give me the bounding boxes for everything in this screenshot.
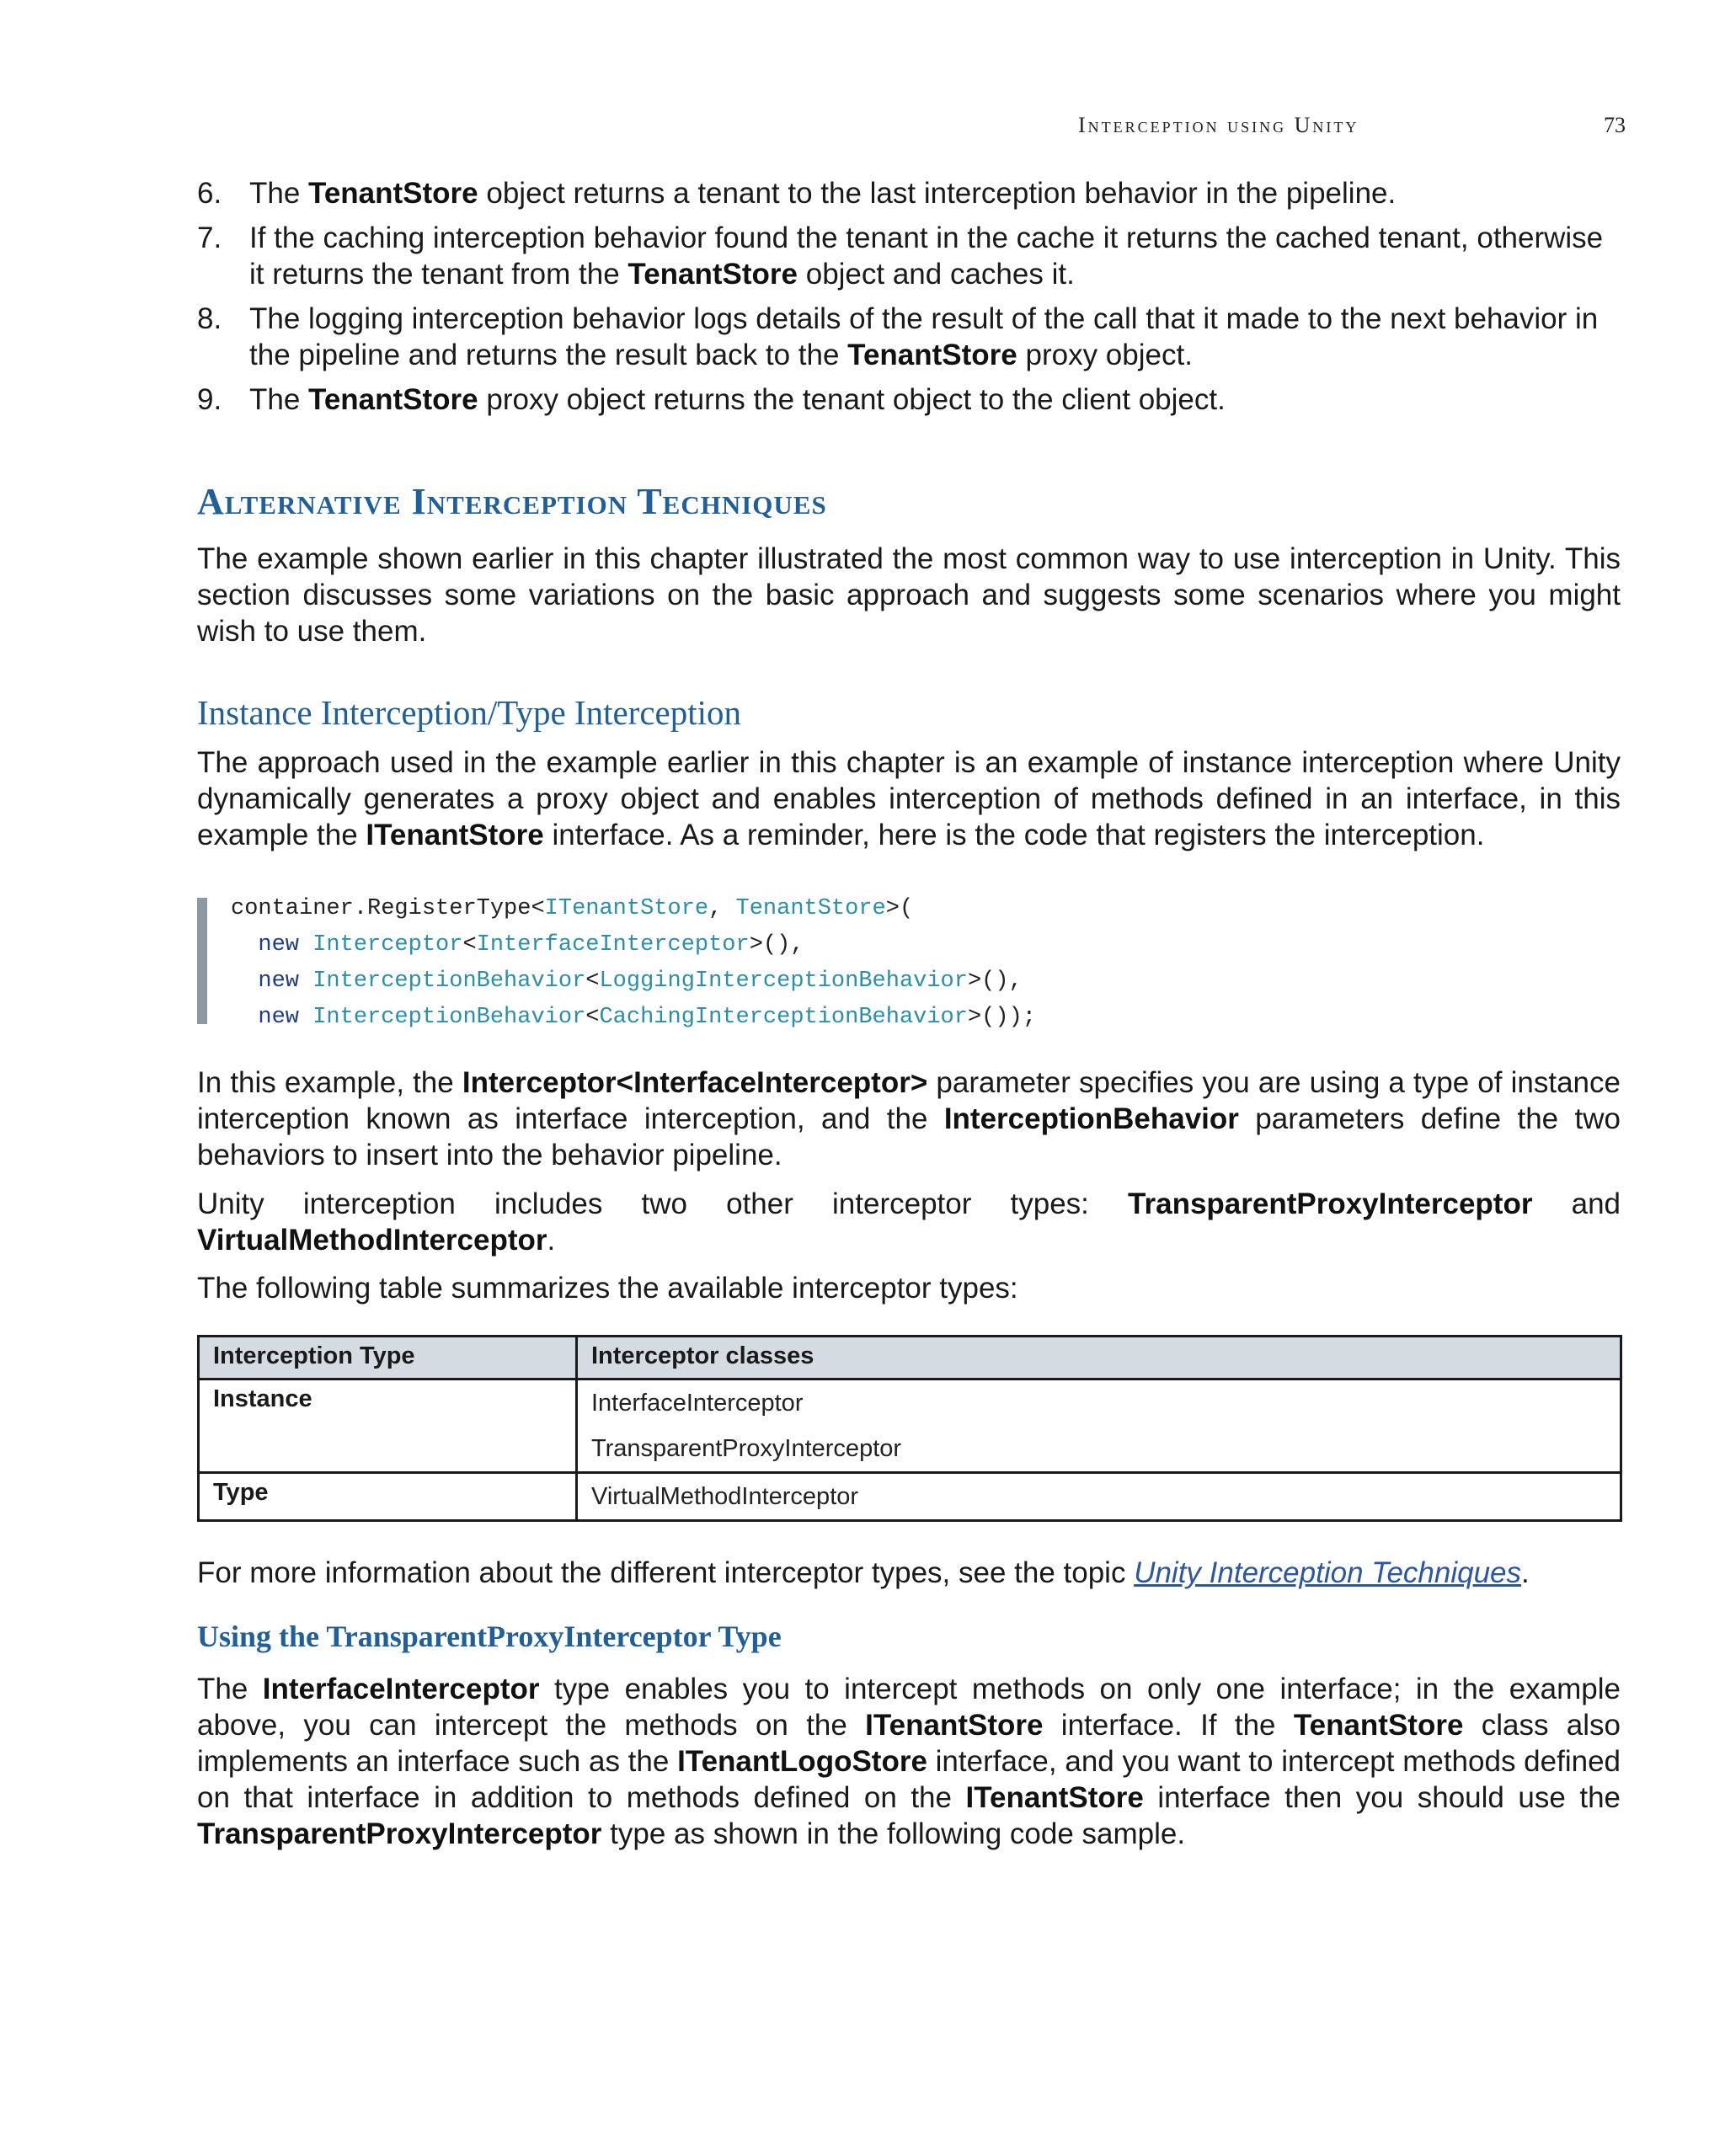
list-text: The TenantStore proxy object returns the tenant object to the client object.	[249, 383, 1226, 416]
interceptor-types-table	[197, 1335, 1622, 1522]
subsection-heading: Instance Interception/Type Interception	[197, 693, 742, 732]
list-item	[197, 301, 1621, 373]
list-number: 8.	[197, 302, 222, 335]
table-cell: Instance	[199, 1380, 577, 1473]
list-number: 7.	[197, 221, 222, 254]
running-header-title: Interception using Unity	[1078, 113, 1359, 137]
table-header: Interception Type	[199, 1337, 577, 1380]
interceptor-parameter-paragraph: In this example, the Interceptor<InterfaceInterceptor> parameter specifies you are using a type of instance interception known as interface interception, and the InterceptionBehavior parameters define the two behaviors to insert into the behavior pipeline.	[197, 1066, 1621, 1171]
running-header	[1078, 113, 1626, 147]
code-listing: container.RegisterType<ITenantStore, TenantStore>( new Interceptor<InterfaceInterceptor>(), new InterceptionBehavior<LoggingInterceptionBehavior>(), new InterceptionBehavior<CachingInterceptionBehavior>());	[231, 896, 1036, 1030]
list-item	[197, 220, 1621, 292]
list-text: The logging interception behavior logs details of the result of the call that it made to the next behavior in the pipeline and returns the result back to the TenantStore proxy object.	[249, 302, 1599, 371]
section-heading: Alternative Interception Techniques	[197, 481, 827, 522]
list-text: The TenantStore object returns a tenant to the last interception behavior in the pipeline.	[249, 177, 1397, 210]
section-intro: The example shown earlier in this chapter illustrated the most common way to use interception in Unity. This section discusses some variations on the basic approach and suggests some scenarios where you might wish to use them.	[197, 542, 1621, 648]
more-info-paragraph: For more information about the different interceptor types, see the topic Unity Interception Techniques.	[197, 1556, 1530, 1589]
instance-interception-paragraph: The approach used in the example earlier in this chapter is an example of instance interception where Unity dynamically generates a proxy object and enables interception of methods defined in an interface, in this example the ITenantStore interface. As a reminder, here is the code that registers the interception.	[197, 746, 1621, 851]
table-cell: InterfaceInterceptor TransparentProxyInterceptor	[577, 1380, 1621, 1473]
list-text: If the caching interception behavior found the tenant in the cache it returns the cached tenant, otherwise it returns the tenant from the TenantStore object and caches it.	[249, 221, 1604, 291]
table-row	[199, 1380, 1621, 1473]
table-intro-paragraph: The following table summarizes the available interceptor types:	[197, 1272, 1018, 1305]
code-block-bar	[197, 898, 207, 1024]
table-row	[199, 1473, 1621, 1521]
table-header: Interceptor classes	[577, 1337, 1621, 1380]
list-item	[197, 382, 1621, 418]
table-header-row	[199, 1337, 1621, 1380]
table-cell: Type	[199, 1473, 577, 1521]
list-number: 6.	[197, 177, 222, 210]
table-cell: VirtualMethodInterceptor	[577, 1473, 1621, 1521]
page-number: 73	[1604, 113, 1626, 137]
subsubsection-heading: Using the TransparentProxyInterceptor Type	[197, 1620, 782, 1653]
interceptor-types-paragraph: Unity interception includes two other interceptor types: TransparentProxyInterceptor and VirtualMethodInterceptor.	[197, 1187, 1621, 1257]
numbered-list	[197, 175, 1621, 426]
transparent-proxy-paragraph: The InterfaceInterceptor type enables you to intercept methods on only one interface; in the example above, you can intercept the methods on the ITenantStore interface. If the TenantStore class also implements an interface such as the ITenantLogoStore interface, and you want to intercept methods defined on that interface in addition to methods defined on the ITenantStore interface then you should use the TransparentProxyInterceptor type as shown in the following code sample.	[197, 1673, 1621, 1850]
list-number: 9.	[197, 383, 222, 416]
list-item	[197, 175, 1621, 211]
unity-interception-techniques-link[interactable]: Unity Interception Techniques	[1134, 1556, 1522, 1589]
code-block	[197, 891, 1621, 1034]
